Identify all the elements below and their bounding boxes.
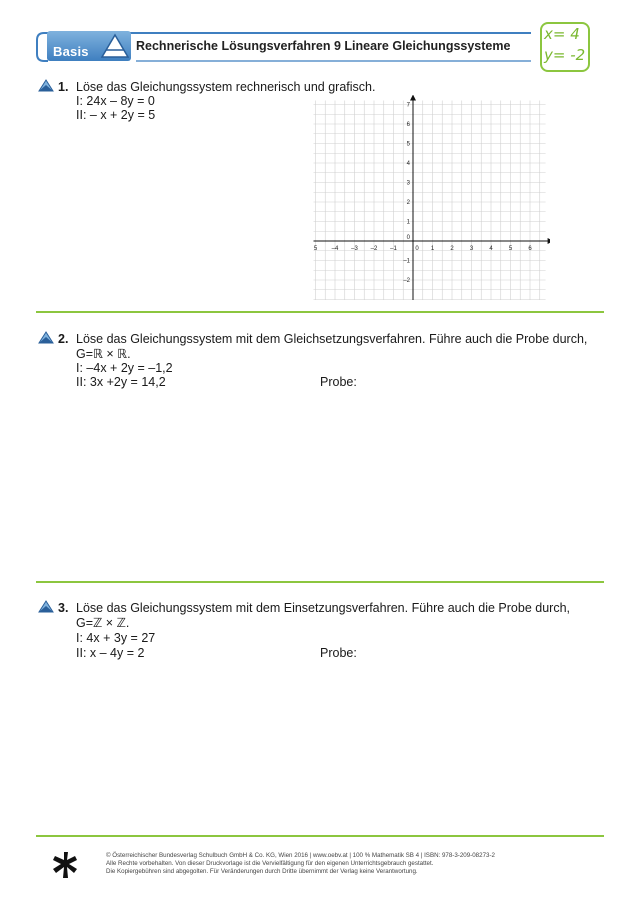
x-tick-label: 4 (489, 246, 493, 252)
y-tick-label: 5 (406, 141, 410, 148)
task-3-number: 3. (58, 601, 69, 615)
footer-line-3: Die Kopiergebühren sind abgegolten. Für Veränderungen durch Dritte übernimmt der Verlag keine Verantwortung. (106, 868, 418, 875)
y-tick-label: –1 (403, 258, 410, 265)
x-tick-label: 6 (528, 246, 532, 252)
y-tick-label: 4 (406, 161, 410, 167)
section-divider (36, 581, 604, 583)
y-axis-arrow (410, 95, 416, 101)
x-tick-label: 1 (430, 246, 435, 252)
task-2-domain: G=ℝ × ℝ. (76, 347, 131, 361)
task-3-probe-label: Probe: (320, 646, 357, 660)
task-3-equation-2: II: x – 4y = 2 (76, 646, 145, 660)
x-tick-label: –3 (351, 246, 358, 252)
task-2-instruction: Löse das Gleichungssystem mit dem Gleichsetzungsverfahren. Führe auch die Probe durch, (76, 332, 588, 346)
handwritten-x: x= 4 (544, 25, 580, 43)
task-1-equation-1: I: 24x – 8y = 0 (76, 94, 155, 108)
y-tick-label: 1 (406, 219, 410, 226)
x-axis-arrow (548, 238, 550, 244)
task-3-equation-1: I: 4x + 3y = 27 (76, 631, 156, 645)
task-1-equation-2: II: – x + 2y = 5 (76, 108, 156, 122)
y-tick-label: 6 (406, 122, 410, 128)
task-3-domain: G=ℤ × ℤ. (76, 616, 130, 630)
x-tick-label: 5 (508, 246, 513, 252)
y-tick-label: 3 (406, 180, 410, 187)
difficulty-icon (38, 79, 54, 92)
difficulty-icon (38, 331, 54, 344)
y-tick-label: –2 (403, 278, 410, 284)
y-tick-label: 2 (406, 200, 410, 206)
difficulty-icon (38, 600, 54, 613)
x-tick-label: –4 (331, 246, 339, 252)
footer-divider (36, 835, 604, 837)
task-1-instruction: Löse das Gleichungssystem rechnerisch und grafisch. (76, 80, 376, 94)
basis-label: Basis (53, 44, 89, 59)
y-tick-label: 7 (406, 102, 410, 109)
task-2-probe-label: Probe: (320, 375, 357, 389)
task-2-number: 2. (58, 332, 69, 346)
task-3-instruction: Löse das Gleichungssystem mit dem Einsetzungsverfahren. Führe auch die Probe durch, (76, 601, 571, 615)
section-divider (36, 311, 604, 313)
task-2-equation-2: II: 3x +2y = 14,2 (76, 375, 166, 389)
handwritten-y: y= -2 (544, 46, 586, 64)
y-tick-label: 0 (406, 235, 410, 241)
publisher-logo-icon (50, 850, 80, 880)
task-2-equation-1: I: –4x + 2y = –1,2 (76, 361, 173, 375)
footer-line-1: © Österreichischer Bundesverlag Schulbuch GmbH & Co. KG, Wien 2016 | www.oebv.at | 100 % Mathematik SB 4 | ISBN: 978-3-209-08273-2 (106, 852, 495, 859)
x-tick-label: –1 (390, 246, 397, 252)
page-title: Rechnerische Lösungsverfahren 9 Lineare Gleichungssysteme (136, 39, 511, 53)
x-tick-label: 3 (469, 246, 474, 252)
footer-line-2: Alle Rechte vorbehalten. Von dieser Druckvorlage ist die Vervielfältigung für den eigenen Unterrichtsgebrauch gestattet. (106, 860, 434, 867)
task-1-number: 1. (58, 80, 69, 94)
coordinate-grid (310, 95, 550, 300)
x-tick-label: 0 (415, 246, 419, 252)
x-tick-label: –2 (370, 246, 378, 252)
x-tick-label: 2 (450, 246, 454, 252)
basis-triangle-icon (100, 33, 130, 59)
x-tick-label: 5 (313, 246, 318, 252)
